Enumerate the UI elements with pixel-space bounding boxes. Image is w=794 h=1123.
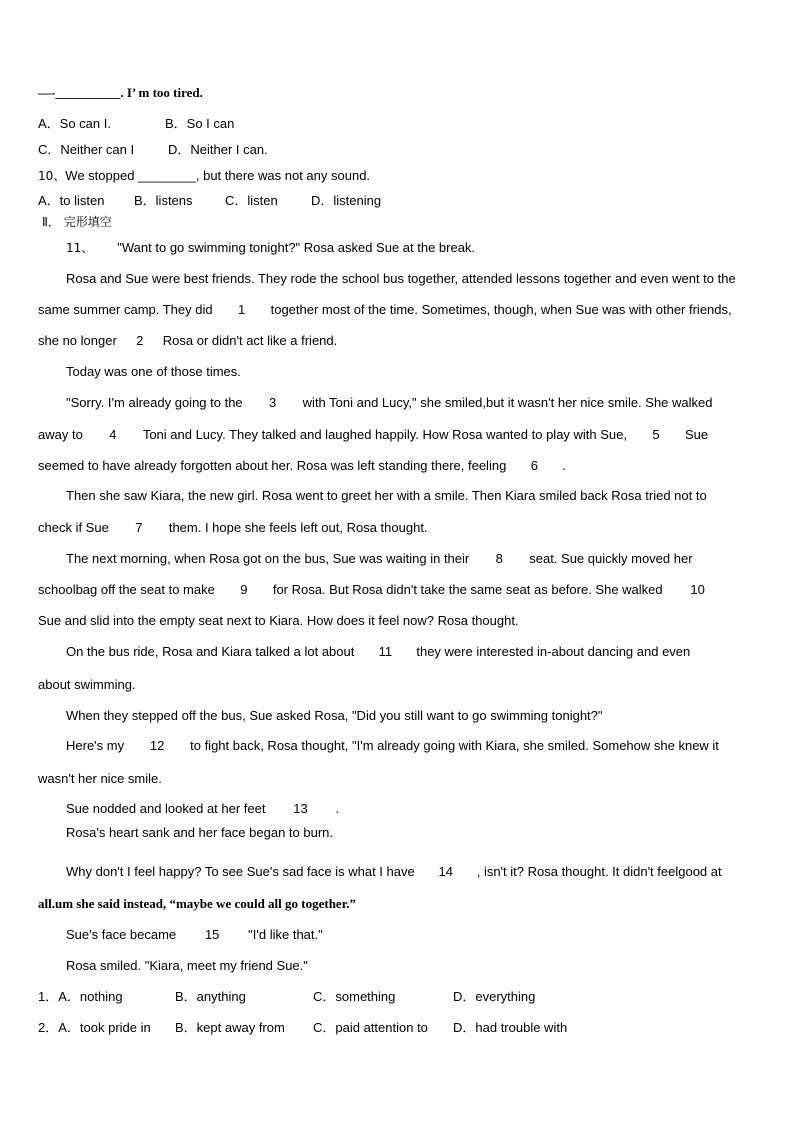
- q10-option-a[interactable]: A．to listen: [38, 193, 105, 208]
- q10-number: 10、: [38, 169, 66, 183]
- blank-4[interactable]: 4: [109, 427, 117, 442]
- section-heading: [42, 214, 112, 230]
- blank-6[interactable]: 6: [530, 458, 538, 473]
- passage-line-2: Rosa and Sue were best friends. They rode the school bus together, attended lessons together and even went to the: [66, 271, 736, 286]
- passage-line-12: [38, 582, 733, 598]
- q10-stem-line: [38, 168, 370, 184]
- q2-option-a[interactable]: A．took pride in: [58, 1020, 151, 1035]
- q9-option-a[interactable]: A．So can I.: [38, 116, 111, 131]
- q2-option-c[interactable]: C．paid attention to: [313, 1020, 428, 1035]
- passage-text: "Sorry. I'm already going to the: [66, 395, 243, 410]
- passage-text: she no longer: [38, 333, 117, 348]
- q9-option-d[interactable]: D．Neither I can.: [168, 142, 268, 157]
- passage-line-20: Rosa's heart sank and her face began to burn.: [66, 825, 333, 840]
- passage-text: with Toni and Lucy," she smiled,but it wasn't her nice smile. She walked: [302, 395, 713, 410]
- passage-text: to fight back, Rosa thought, "I'm already going with Kiara, she smiled. Somehow she knew it: [190, 738, 719, 753]
- passage-line-1: [66, 240, 475, 256]
- q2-option-d[interactable]: D．had trouble with: [453, 1020, 568, 1035]
- passage-line-18: wasn't her nice smile.: [38, 771, 162, 786]
- passage-text: same summer camp. They did: [38, 302, 213, 317]
- blank-10[interactable]: 10: [690, 582, 705, 597]
- q9-option-c[interactable]: C．Neither can I: [38, 142, 135, 157]
- passage-line-14: [66, 644, 690, 660]
- passage-line-7: [38, 427, 708, 443]
- blank-15[interactable]: 15: [204, 927, 220, 942]
- passage-line-16: When they stepped off the bus, Sue asked Rosa, "Did you still want to go swimming tonight?": [66, 708, 603, 723]
- passage-line-8: [38, 458, 566, 474]
- q2-number: 2．: [38, 1020, 59, 1035]
- passage-line-9: Then she saw Kiara, the new girl. Rosa went to greet her with a smile. Then Kiara smiled back Rosa tried not to: [66, 488, 707, 503]
- q1-option-a[interactable]: A．nothing: [58, 989, 123, 1004]
- blank-12[interactable]: 12: [149, 738, 165, 753]
- passage-text: Why don't I feel happy? To see Sue's sad face is what I have: [66, 864, 415, 879]
- q1-row: [38, 989, 123, 1005]
- q10-option-d[interactable]: D．listening: [311, 193, 382, 208]
- blank-7[interactable]: 7: [135, 520, 143, 535]
- blank-3[interactable]: 3: [269, 395, 277, 410]
- passage-text: The next morning, when Rosa got on the bus, Sue was waiting in their: [66, 551, 470, 566]
- blank-14[interactable]: 14: [438, 864, 453, 879]
- passage-text: "I'd like that.": [248, 927, 323, 942]
- blank-5[interactable]: 5: [652, 427, 660, 442]
- q2-option-b[interactable]: B．kept away from: [175, 1020, 285, 1035]
- passage-text: they were interested in-about dancing and even: [416, 644, 691, 659]
- passage-number: 11、: [66, 241, 94, 255]
- blank-9[interactable]: 9: [240, 582, 248, 597]
- passage-line-22: all.um she said instead, “maybe we could all go together.”: [38, 896, 357, 911]
- passage-line-19: [66, 801, 339, 817]
- passage-text: Sue nodded and looked at her feet: [66, 801, 266, 816]
- q10-option-c[interactable]: C．listen: [225, 193, 278, 208]
- passage-line-5: Today was one of those times.: [66, 364, 241, 379]
- passage-text: them. I hope she feels left out, Rosa thought.: [168, 520, 428, 535]
- section-roman: Ⅱ．: [42, 215, 60, 229]
- passage-text: Rosa or didn't act like a friend.: [162, 333, 338, 348]
- passage-line-24: Rosa smiled. "Kiara, meet my friend Sue.": [66, 958, 308, 973]
- passage-text: On the bus ride, Rosa and Kiara talked a lot about: [66, 644, 355, 659]
- q10-stem: We stopped ________, but there was not any sound.: [65, 168, 371, 183]
- blank-13[interactable]: 13: [293, 801, 308, 816]
- passage-text: schoolbag off the seat to make: [38, 582, 215, 597]
- passage-line-10: [38, 520, 428, 536]
- blank-2[interactable]: 2: [136, 333, 144, 348]
- q9-stem: —-__________. I’ m too tired.: [38, 85, 203, 100]
- passage-line-23: [66, 927, 323, 943]
- passage-text: Sue's face became: [66, 927, 177, 942]
- passage-text: Toni and Lucy. They talked and laughed happily. How Rosa wanted to play with Sue,: [142, 427, 628, 442]
- passage-text: .: [562, 458, 566, 473]
- section-title: 完形填空: [63, 215, 112, 229]
- q10-option-b[interactable]: B．listens: [134, 193, 193, 208]
- passage-text: , isn't it? Rosa thought. It didn't feelgood at: [476, 864, 722, 879]
- passage-line-21: [66, 864, 722, 880]
- q1-number: 1．: [38, 989, 59, 1004]
- q2-row: [38, 1020, 151, 1036]
- passage-line-4: [38, 333, 337, 349]
- passage-line-6: [66, 395, 713, 411]
- passage-text: away to: [38, 427, 83, 442]
- passage-text: together most of the time. Sometimes, though, when Sue was with other friends,: [270, 302, 732, 317]
- q1-option-d[interactable]: D．everything: [453, 989, 536, 1004]
- blank-11[interactable]: 11: [378, 644, 393, 659]
- passage-text: Here's my: [66, 738, 125, 753]
- passage-line-3: [38, 302, 732, 318]
- blank-8[interactable]: 8: [495, 551, 503, 566]
- passage-text: for Rosa. But Rosa didn't take the same seat as before. She walked: [272, 582, 663, 597]
- passage-text: "Want to go swimming tonight?" Rosa asked Sue at the break.: [117, 240, 476, 255]
- passage-text: seat. Sue quickly moved her: [529, 551, 693, 566]
- q9-option-b[interactable]: B．So I can: [165, 116, 235, 131]
- passage-line-11: [66, 551, 693, 567]
- q1-option-c[interactable]: C．something: [313, 989, 396, 1004]
- q1-option-b[interactable]: B．anything: [175, 989, 246, 1004]
- passage-line-15: about swimming.: [38, 677, 136, 692]
- passage-line-17: [66, 738, 719, 754]
- blank-1[interactable]: 1: [237, 302, 246, 317]
- passage-text: Sue: [685, 427, 709, 442]
- passage-text: .: [335, 801, 340, 816]
- passage-text: seemed to have already forgotten about her. Rosa was left standing there, feeling: [38, 458, 507, 473]
- passage-text: check if Sue: [38, 520, 109, 535]
- passage-line-13: Sue and slid into the empty seat next to Kiara. How does it feel now? Rosa thought.: [38, 613, 519, 628]
